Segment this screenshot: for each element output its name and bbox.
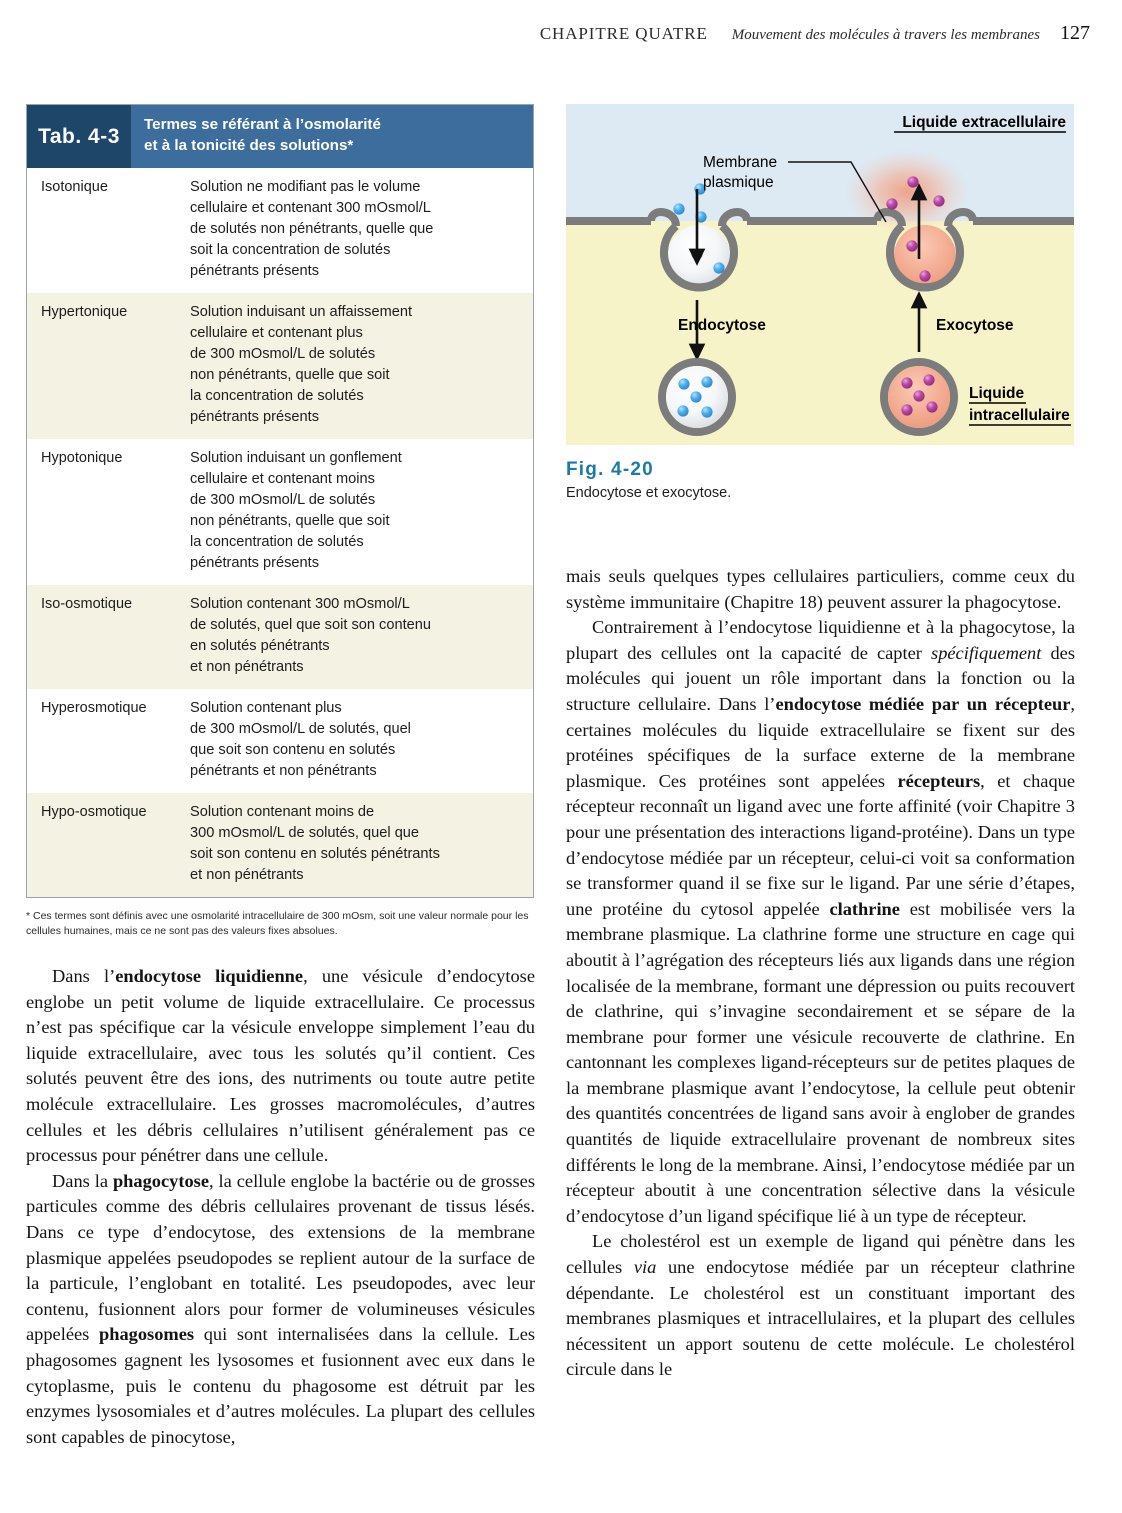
table-footnote: * Ces termes sont définis avec une osmolarité intracellulaire de 300 mOsm, soit une valeur normale pour les cellules humaines, mais ce ne sont pas des valeurs fixes absolues. [26,910,529,937]
solute-particle-blue [713,262,724,273]
figure-caption: Endocytose et exocytose. [566,485,732,501]
definition-line: et non pénétrants [190,659,304,675]
table-number-label: Tab. 4-3 [27,105,131,168]
left-column-body-text [26,964,535,1450]
table-cell-term: Isotonique [41,179,108,195]
paragraph: mais seuls quelques types cellulaires particuliers, comme ceux du système immunitaire (Chapitre 18) peuvent assurer la phagocytose. [566,566,1075,612]
definition-line: Solution contenant moins de [190,804,375,820]
solute-particle-blue [690,391,701,402]
figure-column [566,104,1074,501]
table-title-line-1: Termes se référant à l’osmolarité [144,116,381,133]
table-row [27,439,533,585]
table-cell-term: Hypo-osmotique [41,804,147,820]
label-extracellular-fluid: Liquide extracellulaire [902,114,1066,131]
definition-line: cellulaire et contenant moins [190,471,375,487]
definition-line: non pénétrants, quelle que soit [190,513,390,529]
table-cell-term: Hypotonique [41,450,123,466]
label-exocytosis: Exocytose [936,317,1014,334]
table-cell-definition [190,302,533,428]
definition-line: Solution induisant un gonflement [190,450,402,466]
solute-particle-blue [673,203,684,214]
definition-line: cellulaire et contenant 300 mOsmol/L [190,200,431,216]
solute-particle-purple [923,374,934,385]
paragraph: Dans la phagocytose, la cellule englobe la bactérie ou de grosses particules comme des débris cellulaires provenant de tissus lésés. Dans ce type d’endocytose, des extensions de la membrane plasmique appelées pseudopodes se replient autour de la surface de la particule, l’englobant en totalité. Les pseudopodes, avec leur contenu, fusionnent alors pour former de volumineuses vésicules appelées phagosomes qui sont internalisées dans la cellule. Les phagosomes gagnent les lysosomes et fusionnent avec eux dans le cytoplasme, puis le contenu du phagosome est détruit par les enzymes lysosomiales et d’autres molécules. La plupart des cellules sont capables de pinocytose, [26,1170,536,1447]
definition-line: soit son contenu en solutés pénétrants [190,846,440,862]
table-cell-term: Hyperosmotique [41,700,147,716]
definition-line: et non pénétrants [190,867,304,883]
solute-particle-purple [886,198,897,209]
definition-line: soit la concentration de solutés [190,242,391,258]
table-row [27,793,533,897]
paragraph: Dans l’endocytose liquidienne, une vésicule d’endocytose englobe un petit volume de liquide extracellulaire. Ce processus n’est pas spécifique car la vésicule enveloppe simplement l’eau du liquide extracellulaire, avec tous les solutés qu’il contient. Ces solutés peuvent être des ions, des nutriments ou toute autre petite molécule extracellulaire. Les grosses macromolécules, d’autres cellules et les débris cellulaires n’utilisent généralement pas ce processus pour pénétrer dans une cellule. [26,966,535,1166]
table-4-3 [26,104,534,898]
table-title-line-2: et à la tonicité des solutions* [144,137,354,154]
solute-particle-purple [901,404,912,415]
definition-line: Solution contenant plus [190,700,342,716]
page-number: 127 [1060,22,1090,44]
definition-line: en solutés pénétrants [190,638,330,654]
label-membrane-line-1: Membrane [703,154,778,171]
definition-line: de solutés non pénétrants, quelle que [190,221,434,237]
definition-line: Solution contenant 300 mOsmol/L [190,596,410,612]
table-row [27,168,533,293]
endocytosis-exocytosis-diagram [566,104,1074,445]
solute-particle-purple [919,270,930,281]
definition-line: 300 mOsmol/L de solutés, quel que [190,825,420,841]
definition-line: pénétrants présents [190,263,319,279]
definition-line: la concentration de solutés [190,388,364,404]
definition-line: la concentration de solutés [190,534,364,550]
label-membrane-line-2: plasmique [703,174,774,191]
label-intracellular-line-1: Liquide [969,385,1025,402]
label-intracellular-line-2: intracellulaire [969,407,1070,424]
label-endocytosis: Endocytose [678,317,766,334]
solute-particle-purple [926,401,937,412]
paragraph: Le cholestérol est un exemple de ligand qui pénètre dans les cellules via une endocytose médiée par un récepteur clathrine dépendante. Le cholestérol est un constituant important des membranes plasmiques et intracellulaires, et la plupart des cellules nécessitent un apport soutenu de cette molécule. Le cholestérol circule dans le [566,1231,1075,1380]
table-row [27,293,533,439]
table-header [27,105,533,168]
figure-number: Fig. 4-20 [566,459,654,480]
definition-line: Solution ne modifiant pas le volume [190,179,421,195]
solute-particle-purple [901,377,912,388]
table-row [27,585,533,689]
solute-particle-blue [701,406,712,417]
definition-line: pénétrants et non pénétrants [190,763,377,779]
table-cell-definition [190,802,533,886]
table-title [131,105,533,168]
table-cell-definition [190,594,533,678]
solute-particle-purple [913,390,924,401]
definition-line: de 300 mOsmol/L de solutés, quel [190,721,411,737]
definition-line: pénétrants présents [190,555,319,571]
definition-line: de 300 mOsmol/L de solutés [190,346,376,362]
definition-line: Solution induisant un affaissement [190,304,413,320]
running-head [0,22,1090,45]
table-cell-definition [190,177,533,282]
figure-4-20 [566,104,1074,445]
definition-line: que soit son contenu en solutés [190,742,396,758]
solute-particle-blue [701,376,712,387]
table-cell-term: Hypertonique [41,304,128,320]
solute-particle-purple [933,195,944,206]
table-cell-definition [190,698,533,782]
running-head-chapter: CHAPITRE QUATRE [539,24,708,43]
definition-line: cellulaire et contenant plus [190,325,363,341]
definition-line: de solutés, quel que soit son contenu [190,617,431,633]
right-column-body-text [566,564,1075,1383]
paragraph: Contrairement à l’endocytose liquidienne et à la phagocytose, la plupart des cellules ont la capacité de capter spécifiquement des molécules qui jouent un rôle important dans la fonction ou la structure cellulaire. Dans l’endocytose médiée par un récepteur, certaines molécules du liquide extracellulaire se fixent sur des protéines spécifiques de la surface externe de la membrane plasmique. Ces protéines sont appelées récepteurs, et chaque récepteur reconnaît un ligand avec une forte affinité (voir Chapitre 3 pour une présentation des interactions ligand-protéine). Dans un type d’endocytose médiée par un récepteur, celui-ci voit sa conformation se transformer quand il se fixe sur le ligand. Par une série d’étapes, une protéine du cytosol appelée clathrine est mobilisée vers la membrane plasmique. La clathrine forme une structure en cage qui aboutit à l’agrégation des récepteurs liés aux ligands dans une région localisée de la membrane, formant une dépression ou puits recouvert de clathrine, qui s’invagine secondairement et se sépare de la membrane pour former une vésicule recouverte de clathrine. En cantonnant les complexes ligand-récepteurs sur de petites plaques de la membrane plasmique avant l’endocytose, la cellule peut obtenir des quantités concentrées de ligand sans avoir à englober de grandes quantités de liquide extracellulaire provenant de nombreux sites différents le long de la membrane. Ainsi, l’endocytose médiée par un récepteur aboutit à une concentration sélective dans la vésicule d’endocytose d’un ligand spécifique lié à un type de récepteur. [566,617,1076,1226]
figure-caption-block [566,459,1074,501]
running-head-title: Mouvement des molécules à travers les membranes [731,27,1040,43]
table-column [26,104,534,938]
solute-particle-blue [677,405,688,416]
definition-line: de 300 mOsmol/L de solutés [190,492,376,508]
solute-particle-purple [906,240,917,251]
definition-line: non pénétrants, quelle que soit [190,367,390,383]
solute-particle-purple [907,176,918,187]
table-cell-definition [190,448,533,574]
definition-line: pénétrants présents [190,409,319,425]
solute-particle-blue [678,378,689,389]
table-row [27,689,533,793]
table-cell-term: Iso-osmotique [41,596,133,612]
